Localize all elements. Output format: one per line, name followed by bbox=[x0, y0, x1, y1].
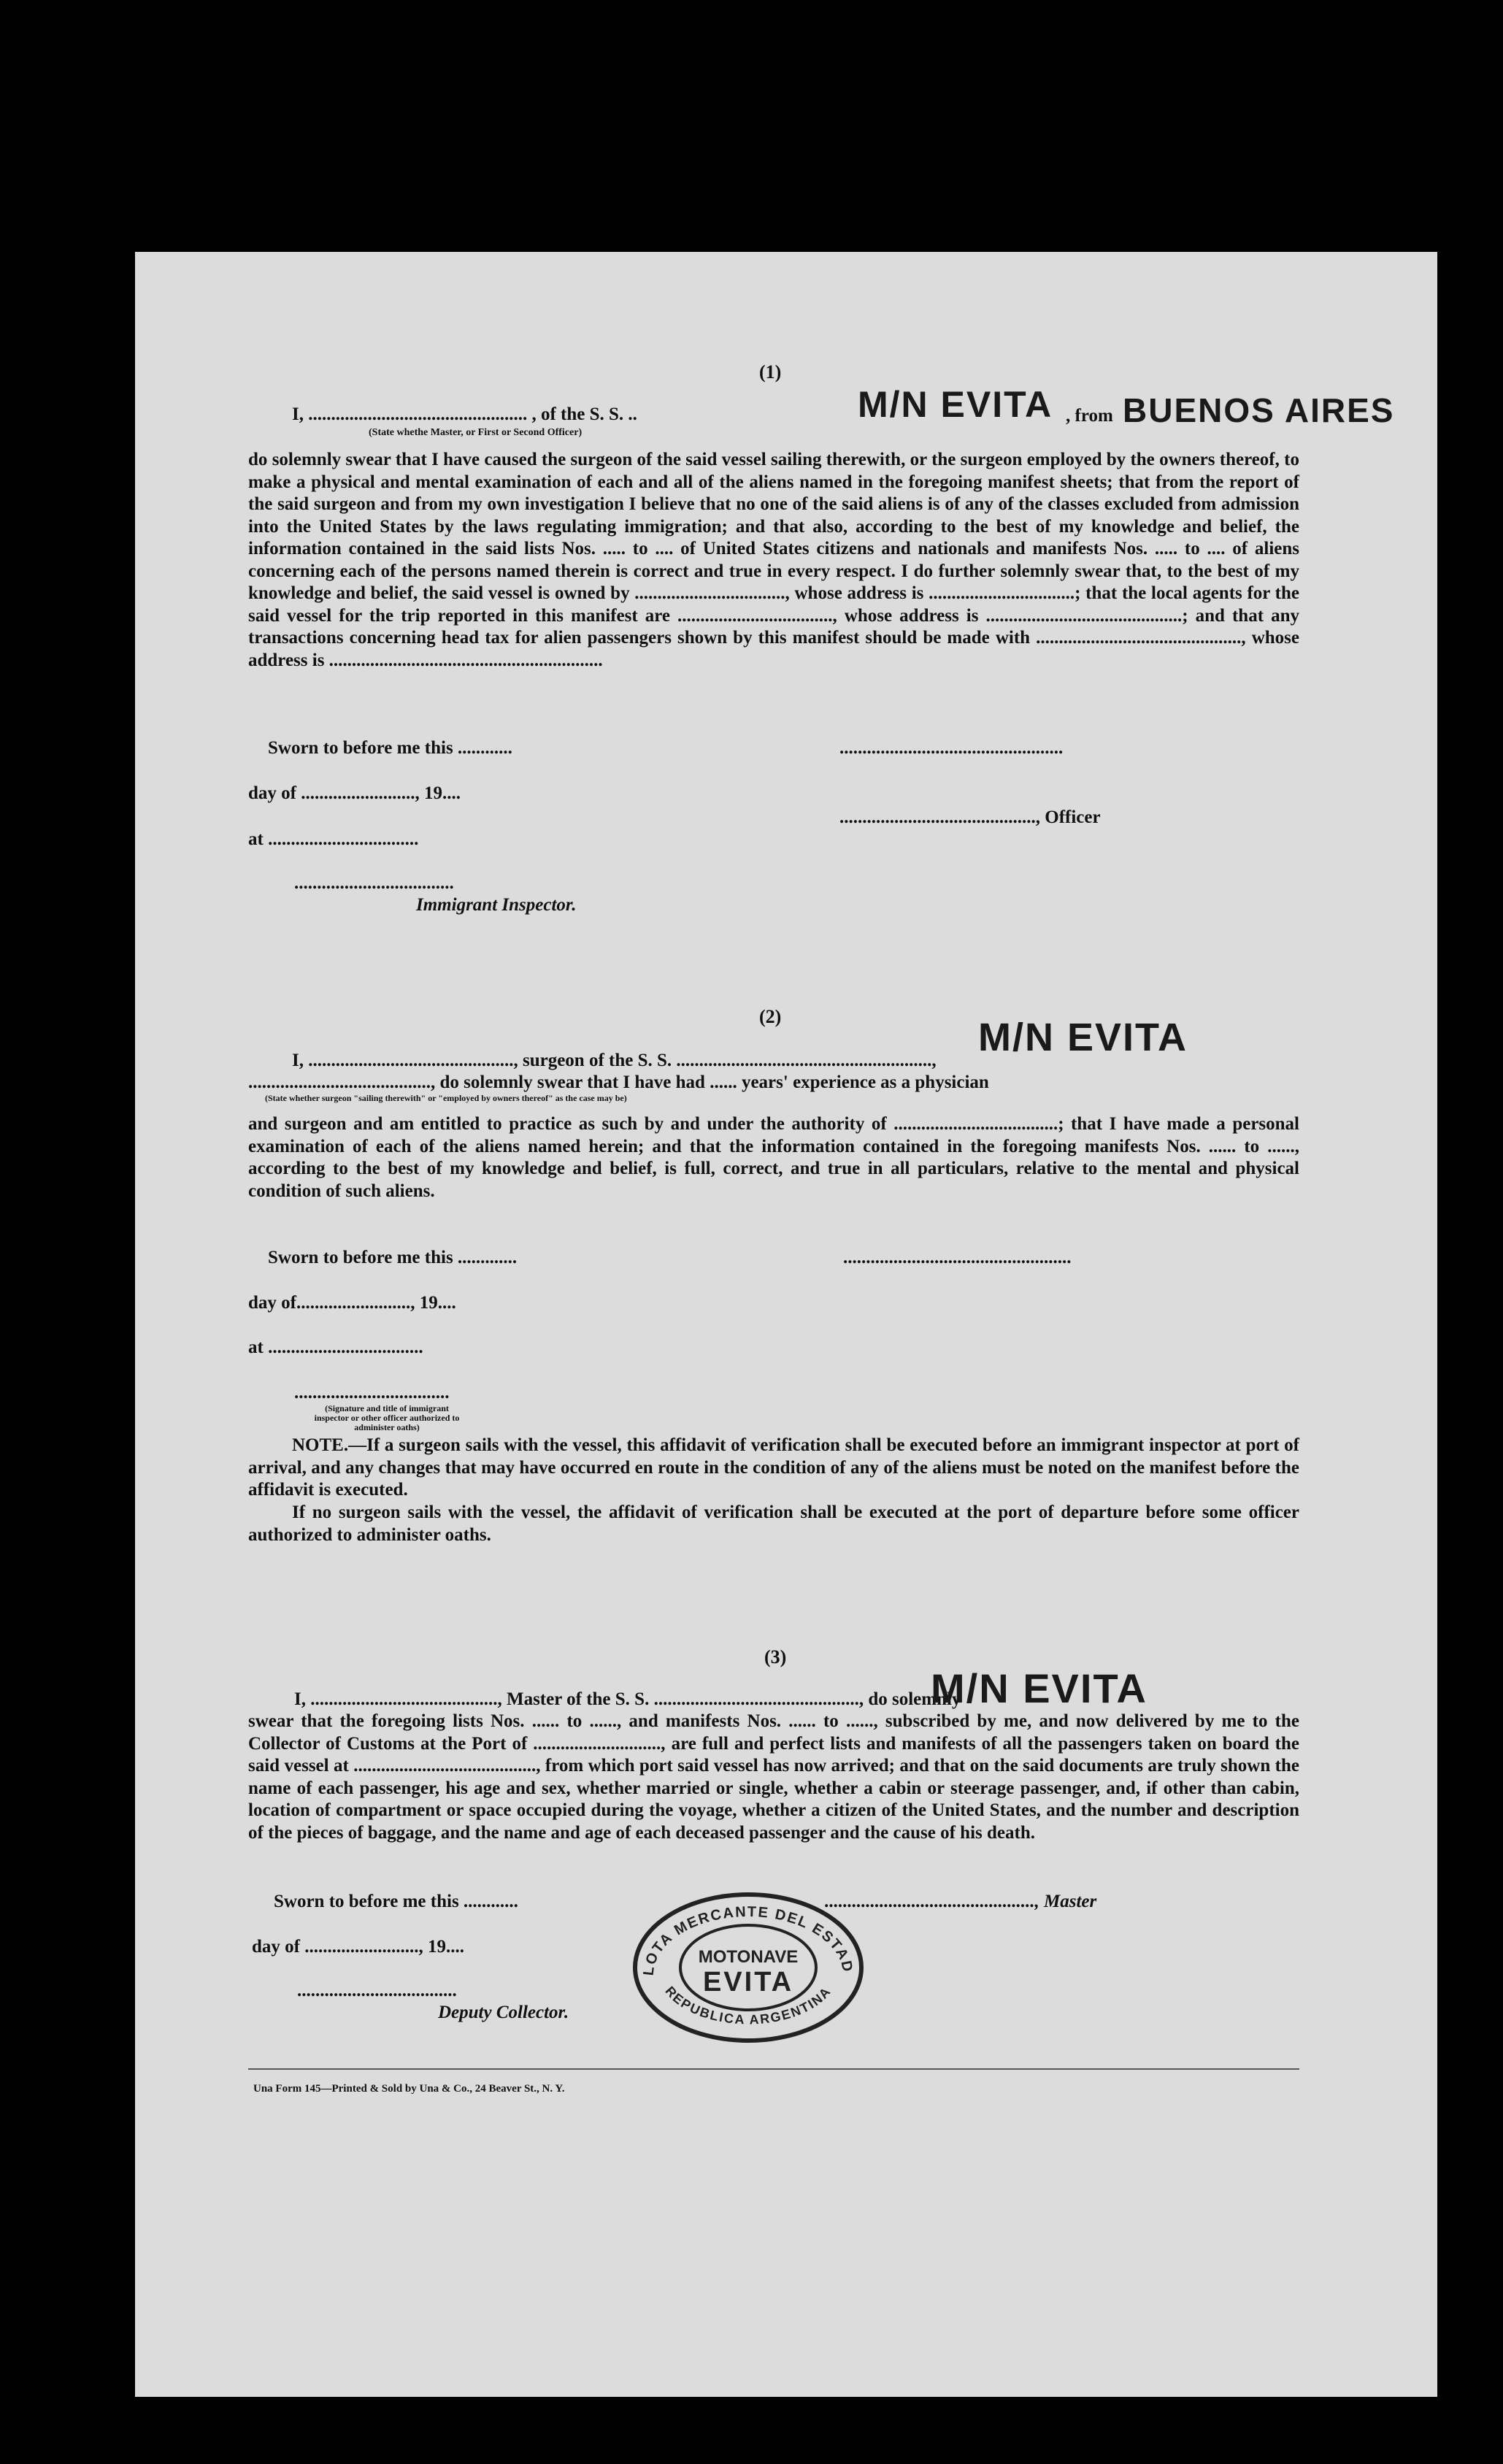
affidavit-2-line1: I, ............................................., surgeon of the S. S. ........................................................, bbox=[292, 1051, 937, 1070]
port-stamp: BUENOS AIRES bbox=[1123, 391, 1395, 429]
vessel-name-stamp-2: M/N EVITA bbox=[978, 1016, 1188, 1059]
day-of-1: day of ........................., 19.... bbox=[248, 783, 461, 803]
collector-sig-line: ................................... bbox=[297, 1981, 457, 2000]
at-1: at ................................. bbox=[248, 829, 419, 849]
affidavit-1-body: do solemnly swear that I have caused the surgeon of the said vessel sailing therewith, or the surgeon employed by the owners thereof, to make a physical and mental examination of each and all of the aliens named in the foregoing manifest sheets; that from the report of the said surgeon and from my own investigation I believe that no one of the said aliens is of any of the classes excluded from admission into the United States by the laws regulating immigration; and that also, according to the best of my knowledge and belief, the information contained in the said lists Nos. ..... to .... of United States citizens and nationals and manifests Nos. ..... to .... of aliens concerning each of the persons named therein is correct and true in every respect. I do further solemnly swear that, to the best of my knowledge and belief, the said vessel is owned by ................................., whose address is ................................; that the local agents for the said vessel for the trip reported in this manifest are .................................., whose address is ...........................................; and that any transactions concerning head tax for alien passengers shown by this manifest should be made with ............................................., whose address is ............................................................ bbox=[248, 450, 1299, 670]
from-label: , from bbox=[1066, 406, 1113, 426]
footer-rule bbox=[248, 2068, 1299, 2070]
day-of-3: day of ........................., 19.... bbox=[252, 1937, 464, 1957]
affidavit-3-body: swear that the foregoing lists Nos. ...... to ......, and manifests Nos. ...... to ......, subscribed by me, and now delivered by me to the Collector of Customs at the Port of ............................, are full and perfect lists and manifests of all the passengers taken on board the said vessel at ........................................, from which port said vessel has now arrived; and that on the said documents are truly shown the name of each passenger, his age and sex, whether married or single, whether a cabin or steerage passenger, and, if other than cabin, location of compartment or space occupied during the voyage, whether a citizen of the United States, and the number and description of the pieces of baggage, and the name and age of each deceased passenger and the cause of his death. bbox=[248, 1711, 1299, 1843]
bleed-through-text bbox=[339, 296, 996, 347]
affidavit-1-number: (1) bbox=[759, 361, 782, 383]
form-imprint: Una Form 145—Printed & Sold by Una & Co., 24 Beaver St., N. Y. bbox=[253, 2083, 565, 2095]
master-signature: .............................................., Master bbox=[825, 1892, 1097, 1911]
at-2: at .................................. bbox=[248, 1337, 423, 1357]
sworn-3: Sworn to before me this ............ bbox=[274, 1892, 518, 1911]
inspector-sig-line: ................................... bbox=[294, 873, 454, 893]
affidavit-2-line2: ........................................, do solemnly swear that I have had ...... years' experience as a physician bbox=[248, 1072, 989, 1092]
signature-line-2: .................................................. bbox=[843, 1248, 1072, 1267]
stamp-center-line1: MOTONAVE bbox=[698, 1947, 799, 1967]
sworn-2: Sworn to before me this ............. bbox=[268, 1248, 518, 1267]
affidavit-3-number: (3) bbox=[764, 1646, 787, 1667]
role-note: (State whethe Master, or First or Second Officer) bbox=[369, 427, 583, 438]
inspector-sig-dots-2: .................................. bbox=[294, 1383, 450, 1402]
affidavit-1-line1: I, ................................................ , of the S. S. .. bbox=[292, 404, 637, 424]
affidavit-2-body: and surgeon and am entitled to practice as such by and under the authority of ....................................; that I have made a personal examination of each of the aliens named herein; and that the information contained in the foregoing manifests Nos. ...... to ......, according to the best of my knowledge and belief, is full, correct, and true in all particulars, relative to the mental and physical condition of such aliens. bbox=[248, 1114, 1299, 1201]
deputy-collector-label: Deputy Collector. bbox=[438, 2003, 569, 2022]
affidavit-2-number: (2) bbox=[759, 1006, 782, 1027]
stamp-bottom-arc: REPUBLICA ARGENTINA bbox=[662, 1984, 834, 2027]
surgeon-note: (State whether surgeon "sailing therewith" or "employed by owners thereof" as the case may be) bbox=[265, 1093, 627, 1103]
no-surgeon-paragraph: If no surgeon sails with the vessel, the affidavit of verification shall be executed at the port of departure before some officer authorized to administer oaths. bbox=[248, 1502, 1299, 1545]
stamp-center-line2: EVITA bbox=[702, 1967, 794, 1997]
immigrant-inspector-label: Immigrant Inspector. bbox=[416, 895, 577, 915]
vessel-name-stamp: M/N EVITA bbox=[858, 384, 1053, 425]
stamp-graphic bbox=[631, 1891, 865, 2044]
stamp-top-arc: LOTA MERCANTE DEL ESTAD bbox=[640, 1903, 856, 1977]
surgeon-note-paragraph: NOTE.—If a surgeon sails with the vessel, this affidavit of verification shall be executed before an immigrant inspector at port of arrival, and any changes that may have occurred en route in the condition of any of the aliens must be noted on the manifest before the affidavit is executed. bbox=[248, 1435, 1299, 1500]
manifest-sheet bbox=[135, 252, 1437, 2397]
officer-signature: ..........................................., Officer bbox=[839, 807, 1101, 827]
vessel-name-stamp-3: M/N EVITA bbox=[931, 1665, 1148, 1711]
day-of-2: day of........................., 19.... bbox=[248, 1293, 456, 1313]
officer-line-1: ................................................. bbox=[839, 738, 1064, 758]
inspector-sig-note-2: (Signature and title of immigrant inspector or other officer authorized to administer oaths) bbox=[314, 1403, 460, 1432]
round-vessel-stamp bbox=[631, 1891, 865, 2044]
sworn-1: Sworn to before me this ............ bbox=[268, 738, 512, 758]
affidavit-3-line1: I, ........................................., Master of the S. S. ............................................., do solemnly bbox=[294, 1689, 961, 1709]
